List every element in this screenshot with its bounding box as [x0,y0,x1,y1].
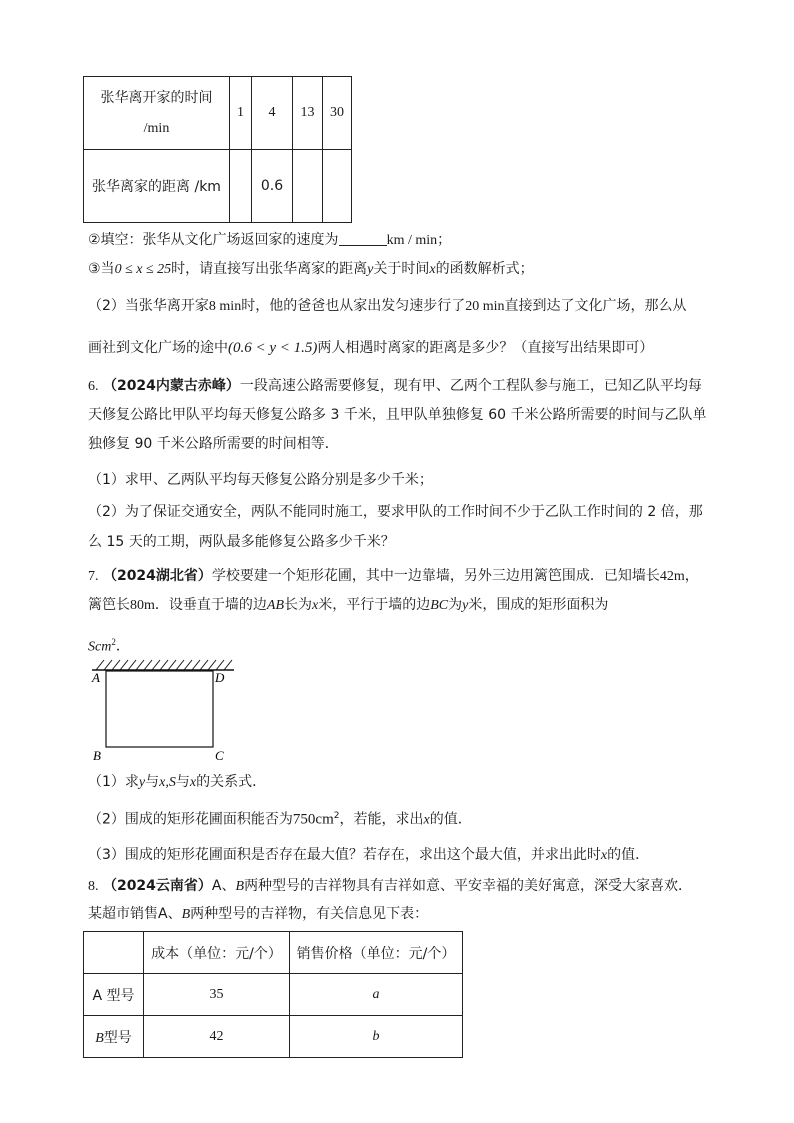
row1-label: 张华离开家的时间 /min [84,77,230,150]
row-b-price: b [290,1016,463,1058]
cell-d3 [293,150,323,223]
q7-part2: （2）围成的矩形花圃面积能否为$750cm^2$，若能，求出x的值． [88,811,472,828]
q5-fill-line: ②填空：张华从文化广场返回家的速度为 km / min； [88,232,452,248]
cell-t2: 4 [252,77,293,150]
q8-source: （2024云南省） [102,878,212,894]
row-b-label: B型号 [84,1016,144,1058]
q7-line2: 篱笆长80m．设垂直于墙的边AB长为x米，平行于墙的边BC为y米，围成的矩形面积为 [88,597,609,613]
q6-line2: 天修复公路比甲队平均每天修复公路多 3 千米，且甲队单独修复 60 千米公路所需要的时间与乙队单 [88,407,707,423]
row-a-price: a [290,974,463,1016]
header-price: 销售价格（单位：元/个） [290,932,463,974]
cell-d4 [323,150,352,223]
answer-blank [339,231,387,246]
cell-d1 [230,150,252,223]
q8-line1: 8. （2024云南省）A、B两种型号的吉祥物具有吉祥如意、平安幸福的美好寓意，深受大家喜欢． [88,878,693,894]
cell-t3: 13 [293,77,323,150]
q6-part2-line1: （2）为了保证交通安全，两队不能同时施工，要求甲队的工作时间不少于乙队工作时间的 2 倍，那 [88,504,703,520]
row-b-cost: 42 [144,1016,290,1058]
q7-part1: （1）求y与x,S与x的关系式． [88,774,267,790]
label-a: A [92,670,100,685]
q5-part2-line1: （2）当张华离开家8 min时，他的爸爸也从家出发匀速步行了20 min直接到达了文化广场，那么从 [88,298,687,314]
q5-part3-line: ③当0 ≤ x ≤ 25时，请直接写出张华离家的距离y关于时间x的函数解析式； [88,261,534,277]
q6-line3: 独修复 90 千米公路所需要的时间相等． [88,436,339,452]
mascot-price-table [83,931,463,1058]
row-a-cost: 35 [144,974,290,1016]
cell-t4: 30 [323,77,352,150]
label-d: D [215,670,225,685]
q5-part2-line2: 画社到文化广场的途中(0.6 < y < 1.5)两人相遇时离家的距离是多少？（直接写出结果即可） [88,340,654,356]
q7-line1: 7. （2024湖北省）学校要建一个矩形花圃，其中一边靠墙，另外三边用篱笆围成．已知墙长42m， [88,568,699,584]
header-cost: 成本（单位：元/个） [144,932,290,974]
q8-line2: 某超市销售A、B两种型号的吉祥物，有关信息见下表： [88,906,429,922]
label-c: C [215,748,224,763]
q7-line3: Scm$^2$． [88,637,130,655]
rectangle-abcd [106,671,213,747]
cell-d2: 0.6 [252,150,293,223]
q6-part2-line2: 么 15 天的工期，两队最多能修复公路多少千米？ [88,534,395,550]
corner-cell [84,932,144,974]
wall-hatching [96,660,232,670]
q7-source: （2024湖北省） [102,568,212,584]
time-distance-table [83,76,352,223]
q6-part1: （1）求甲、乙两队平均每天修复公路分别是多少千米； [88,472,433,488]
q6-source: （2024内蒙古赤峰） [102,378,240,394]
q6-line1: 6. （2024内蒙古赤峰）一段高速公路需要修复，现有甲、乙两个工程队参与施工，已知乙队平均每 [88,378,702,394]
row-a-label: A 型号 [84,974,144,1016]
rectangle-diagram [90,656,240,766]
cell-t1: 1 [230,77,252,150]
label-b: B [93,748,101,763]
q7-part3: （3）围成的矩形花圃面积是否存在最大值？若存在，求出这个最大值，并求出此时x的值． [88,847,650,863]
row2-label: 张华离家的距离 /km [84,150,230,223]
